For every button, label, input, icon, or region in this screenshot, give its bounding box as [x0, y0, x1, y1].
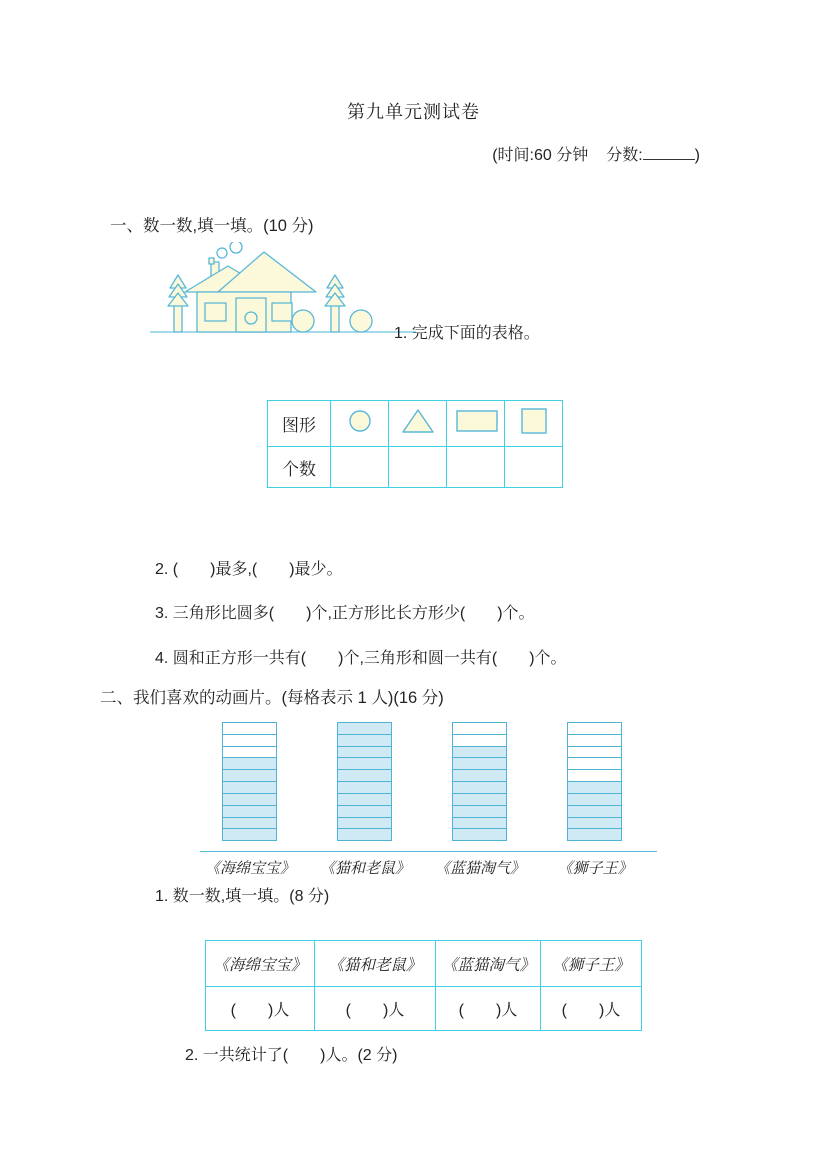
bush-circle-1	[292, 310, 314, 332]
row-label-count: 个数	[268, 447, 331, 488]
triangle-shape-icon	[396, 404, 440, 438]
right-tree-shapes	[325, 275, 345, 332]
grid-cell-filled	[452, 828, 507, 841]
bar-chart	[200, 722, 657, 882]
bar-column-2	[337, 722, 392, 841]
row-label-shape: 图形	[268, 401, 331, 447]
time-score-line	[492, 142, 700, 165]
circle-shape-icon	[338, 404, 382, 438]
right-window-square	[272, 303, 292, 321]
time-label: (时间:60 分钟	[492, 147, 589, 164]
section1-question2: 2. ( )最多,( )最少。	[155, 561, 343, 578]
bar-label-4: 《狮子王》	[557, 861, 633, 877]
section2-question1: 1. 数一数,填一填。(8 分)	[155, 888, 330, 905]
shape-cell-triangle	[389, 401, 447, 447]
left-window-square	[205, 303, 226, 321]
grid-cell-filled	[337, 828, 392, 841]
counts-blank-0: ( )人	[206, 987, 315, 1031]
bar-label-1: 《海绵宝宝》	[204, 861, 295, 877]
count-cell-triangle	[389, 447, 447, 488]
section1-heading: 一、数一数,填一填。(10 分)	[110, 217, 314, 235]
section2-question2: 2. 一共统计了( )人。(2 分)	[185, 1047, 398, 1064]
bar-column-4	[567, 722, 622, 841]
grid-cell-filled	[222, 828, 277, 841]
bar-label-2: 《猫和老鼠》	[319, 861, 410, 877]
counts-header-3: 《狮子王》	[541, 941, 642, 987]
count-cell-rectangle	[447, 447, 505, 488]
section2-heading: 二、我们喜欢的动画片。(每格表示 1 人)(16 分)	[100, 689, 444, 707]
paren-close: )	[694, 147, 700, 164]
bar-label-3: 《蓝猫淘气》	[434, 861, 525, 877]
counts-header-1: 《猫和老鼠》	[315, 941, 436, 987]
counts-table	[205, 940, 642, 1031]
counts-blank-2: ( )人	[436, 987, 541, 1031]
shape-cell-square	[505, 401, 563, 447]
counts-blank-3: ( )人	[541, 987, 642, 1031]
section1-task1: 1. 完成下面的表格。	[394, 325, 540, 342]
smoke-circle-2	[230, 242, 242, 253]
house-illustration	[148, 242, 420, 336]
chart-baseline	[200, 851, 657, 852]
bar-column-3	[452, 722, 507, 841]
bush-circle-2	[350, 310, 372, 332]
score-label: 分数:	[606, 147, 643, 164]
counts-header-0: 《海绵宝宝》	[206, 941, 315, 987]
counts-blank-1: ( )人	[315, 987, 436, 1031]
counts-header-2: 《蓝猫淘气》	[436, 941, 541, 987]
grid-cell-filled	[567, 828, 622, 841]
count-cell-square	[505, 447, 563, 488]
section1-question4: 4. 圆和正方形一共有( )个,三角形和圆一共有( )个。	[155, 650, 567, 667]
count-cell-circle	[331, 447, 389, 488]
bar-column-1	[222, 722, 277, 841]
smoke-circle-1	[217, 248, 227, 258]
score-blank	[643, 145, 695, 160]
left-tree-shapes	[168, 275, 188, 332]
shape-cell-rectangle	[447, 401, 505, 447]
page-title: 第九单元测试卷	[347, 102, 480, 122]
shape-cell-circle	[331, 401, 389, 447]
rectangle-shape-icon	[454, 404, 498, 438]
door-knob-circle	[245, 312, 257, 324]
section1-question3: 3. 三角形比圆多( )个,正方形比长方形少( )个。	[155, 605, 535, 622]
shapes-table	[267, 400, 563, 488]
square-shape-icon	[512, 404, 556, 438]
